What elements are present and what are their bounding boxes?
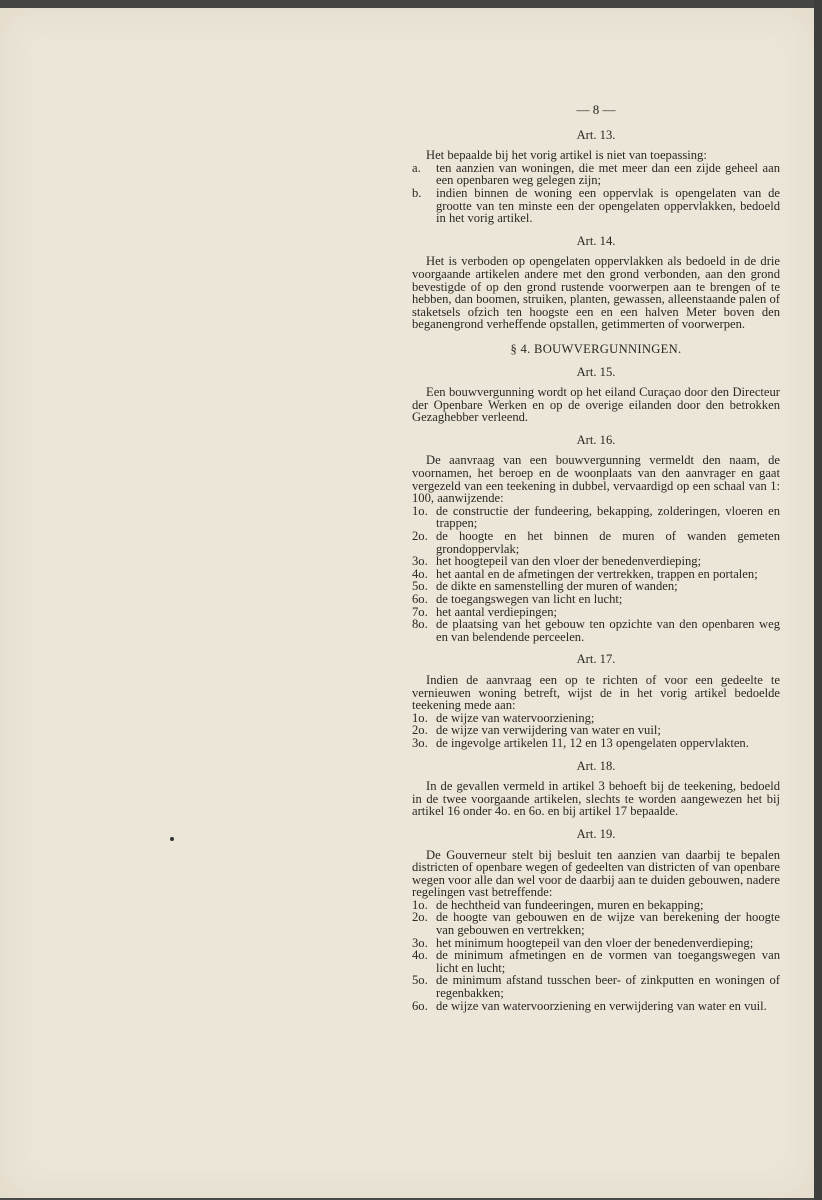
article-heading: Art. 17.: [576, 652, 616, 667]
list-item: [412, 974, 780, 999]
list-item-text: de hoogte en het binnen de muren of wanden gemeten grondoppervlak;: [436, 529, 780, 556]
article-heading: Art. 13.: [576, 127, 616, 142]
list-item-text: het minimum hoogtepeil van den vloer der benedenverdieping;: [436, 935, 754, 950]
list-item: [412, 187, 780, 225]
list-marker: 4o.: [412, 566, 428, 581]
list-item-text: de wijze van watervoorziening;: [436, 710, 595, 725]
paragraph: Indien de aanvraag een op te richten of voor een gedeelte te vernieuwen woning betreft, wijst de in het vorig artikel bedoelde teekening mede aan:: [412, 672, 780, 713]
enumeration-list: [412, 712, 780, 750]
article-heading: Art. 14.: [576, 233, 616, 248]
list-marker: 3o.: [412, 935, 428, 950]
enumeration-list: [412, 162, 780, 225]
list-item-text: de minimum afstand tusschen beer- of zinkputten en woningen of regenbakken;: [436, 973, 780, 1001]
list-item-text: het aantal verdiepingen;: [436, 604, 557, 619]
list-marker: 1o.: [412, 710, 428, 725]
list-marker: 2o.: [412, 529, 428, 544]
list-marker: 2o.: [412, 910, 428, 925]
list-marker: 7o.: [412, 604, 428, 619]
list-item-text: indien binnen de woning een oppervlak is opengelaten van de grootte van ten minste een der opengelaten oppervlakken, bedoeld in het vorig artikel.: [436, 185, 780, 226]
list-item: [412, 949, 780, 974]
list-item-text: het aantal en de afmetingen der vertrekken, trappen en portalen;: [436, 566, 758, 581]
list-item: [412, 162, 780, 187]
paragraph: De Gouverneur stelt bij besluit ten aanzien van daarbij te bepalen districten of openbare wegen of gedeelten van districten of van openbare wegen voor alle dan wel voor de daarbij aan te duiden gebouwen, nadere regelingen vast betreffende:: [412, 847, 780, 900]
list-marker: 2o.: [412, 723, 428, 738]
list-item-text: ten aanzien van woningen, die met meer dan een zijde geheel aan een openbaren weg gelegen zijn;: [436, 160, 780, 188]
scan-border-top: [0, 0, 822, 8]
paragraph: Het bepaalde bij het vorig artikel is niet van toepassing:: [426, 148, 707, 163]
list-marker: 6o.: [412, 592, 428, 606]
paragraph: De aanvraag van een bouwvergunning vermeldt den naam, de voornamen, het beroep en de woonplaats van den aanvrager en gaat vergezeld van een teekening in dubbel, vervaardigd op een schaal van 1: 100, aanwijzende:: [412, 453, 780, 506]
page-number: — 8 —: [576, 102, 616, 117]
enumeration-list: [412, 899, 780, 1012]
list-item-text: de wijze van verwijdering van water en vuil;: [436, 723, 661, 738]
list-item-text: de constructie der fundeering, bekapping, zolderingen, vloeren en trappen;: [436, 503, 780, 531]
scan-border-right: [814, 0, 822, 1200]
list-marker: 4o.: [412, 948, 428, 963]
list-item-text: de toegangswegen van licht en lucht;: [436, 592, 623, 606]
paragraph: Een bouwvergunning wordt op het eiland Curaçao door den Directeur der Openbare Werken en op de overige eilanden door den betrokken Gezaghebber verleend.: [412, 385, 780, 425]
list-marker: b.: [412, 185, 422, 200]
list-item: [412, 505, 780, 530]
list-item: [412, 530, 780, 555]
section-heading: § 4. BOUWVERGUNNINGEN.: [510, 341, 682, 356]
list-item-text: de hoogte van gebouwen en de wijze van berekening der hoogte van gebouwen en vertrekken;: [436, 910, 780, 938]
list-marker: 3o.: [412, 554, 428, 569]
list-marker: a.: [412, 160, 421, 175]
list-marker: 5o.: [412, 973, 428, 988]
paragraph: In de gevallen vermeld in artikel 3 behoeft bij de teekening, bedoeld in de twee voorgaande artikelen, slechts te worden aangewezen het bij artikel 16 onder 4o. en 6o. en bij artikel 17 bepaalde.: [412, 779, 780, 819]
list-item-text: het hoogtepeil van den vloer der benedenverdieping;: [436, 554, 702, 569]
enumeration-list: [412, 505, 780, 644]
list-marker: 1o.: [412, 897, 428, 912]
text-column: [412, 104, 780, 1012]
list-marker: 8o.: [412, 617, 428, 632]
paragraph: Het is verboden op opengelaten oppervlakken als bedoeld in de drie voorgaande artikelen andere met den grond verbonden, aan den grond bevestigde of op den grond rustende voorwerpen aan te brengen of te hebben, dan boomen, struiken, planten, gewassen, alleenstaande palen of staketsels ofzich ten hoogste een en een halven Meter boven den beganengrond verheffende opstallen, getimmerten of voorwerpen.: [412, 254, 780, 332]
list-item: [412, 737, 780, 750]
list-item-text: de hechtheid van fundeeringen, muren en bekapping;: [436, 897, 704, 912]
list-item: [412, 1000, 780, 1013]
document-page: [0, 8, 814, 1198]
list-item-text: de ingevolge artikelen 11, 12 en 13 opengelaten oppervlakten.: [436, 735, 749, 750]
ink-speck: [170, 837, 174, 841]
list-marker: 6o.: [412, 998, 428, 1013]
article-heading: Art. 19.: [576, 826, 616, 841]
list-marker: 3o.: [412, 735, 428, 750]
list-item-text: de plaatsing van het gebouw ten opzichte van den openbaren weg en van belendende perceelen.: [436, 617, 780, 644]
list-item: [412, 618, 780, 643]
list-item: [412, 911, 780, 936]
article-heading: Art. 18.: [576, 758, 616, 773]
article-heading: Art. 15.: [576, 364, 616, 379]
list-item-text: de dikte en samenstelling der muren of wanden;: [436, 579, 678, 594]
article-heading: Art. 16.: [576, 432, 616, 447]
list-item-text: de minimum afmetingen en de vormen van toegangswegen van licht en lucht;: [436, 948, 780, 975]
list-marker: 1o.: [412, 503, 428, 518]
list-marker: 5o.: [412, 579, 428, 594]
list-item-text: de wijze van watervoorziening en verwijdering van water en vuil.: [436, 998, 767, 1013]
